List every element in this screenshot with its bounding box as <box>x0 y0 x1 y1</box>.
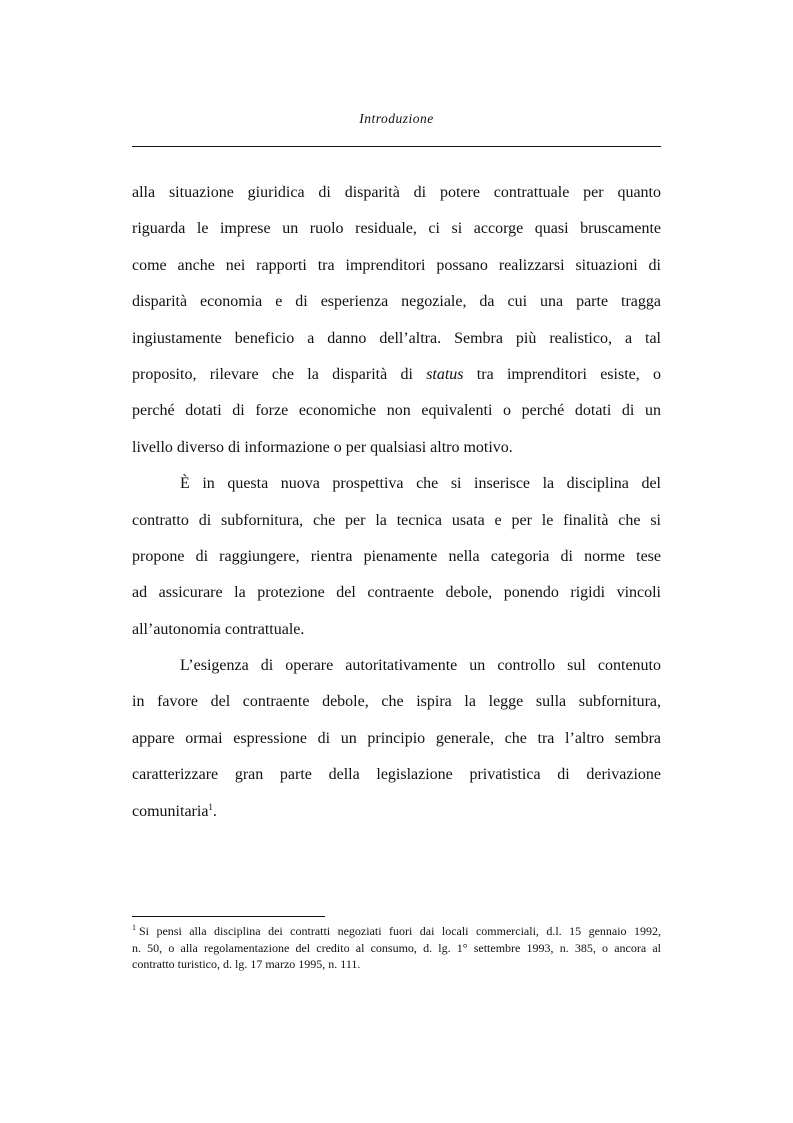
footnote-text: Si pensi alla disciplina dei contratti negoziati fuori dai locali commerciali, d.l. 15 gennaio 1992, <box>139 924 661 938</box>
footnote-divider <box>132 916 325 917</box>
footnote-line <box>132 923 661 940</box>
italic-term: status <box>426 365 464 383</box>
text-line: come anche nei rapporti tra imprenditori possano realizzarsi situazioni di <box>132 256 661 274</box>
footnote-reference: 1 <box>208 801 213 812</box>
header-divider <box>132 146 661 147</box>
footnote <box>132 923 661 973</box>
text-line: appare ormai espressione di un principio generale, che tra l’altro sembra <box>132 729 661 747</box>
text-line: all’autonomia contrattuale. <box>132 620 305 638</box>
text-line: in favore del contraente debole, che ispira la legge sulla subfornitura, <box>132 693 661 711</box>
text-line: ingiustamente beneficio a danno dell’altra. Sembra più realistico, a tal <box>132 329 661 347</box>
text-line: riguarda le imprese un ruolo residuale, ci si accorge quasi bruscamente <box>132 220 661 238</box>
footnote-line: contratto turistico, d. lg. 17 marzo 1995, n. 111. <box>132 957 361 971</box>
text-line: ad assicurare la protezione del contraente debole, ponendo rigidi vincoli <box>132 584 661 602</box>
text-line: L’esigenza di operare autoritativamente un controllo sul contenuto <box>180 657 661 675</box>
footnote-line: n. 50, o alla regolamentazione del credito al consumo, d. lg. 1° settembre 1993, n. 385, o ancora al <box>132 940 661 955</box>
text-line: alla situazione giuridica di disparità di potere contrattuale per quanto <box>132 184 661 201</box>
text-fragment: proposito, rilevare che la disparità di <box>132 365 427 383</box>
text-line: livello diverso di informazione o per qualsiasi altro motivo. <box>132 438 513 456</box>
text-line: contratto di subfornitura, che per la tecnica usata e per le finalità che si <box>132 511 661 529</box>
text-fragment: tra imprenditori esiste, o <box>463 365 661 383</box>
text-line <box>132 357 661 393</box>
text-fragment: . <box>212 802 217 820</box>
text-fragment: comunitaria <box>132 802 209 820</box>
page-header-title: Introduzione <box>359 111 434 126</box>
text-line: disparità economia e di esperienza negoziale, da cui una parte tragga <box>132 293 661 311</box>
text-line: propone di raggiungere, rientra pienamente nella categoria di norme tese <box>132 547 661 565</box>
text-line: caratterizzare gran parte della legislazione privatistica di derivazione <box>132 766 661 784</box>
text-line: È in questa nuova prospettiva che si inserisce la disciplina del <box>180 475 661 493</box>
text-line <box>132 794 661 830</box>
text-line: perché dotati di forze economiche non equivalenti o perché dotati di un <box>132 402 661 420</box>
footnote-mark: 1 <box>132 923 136 932</box>
main-text <box>132 175 661 830</box>
